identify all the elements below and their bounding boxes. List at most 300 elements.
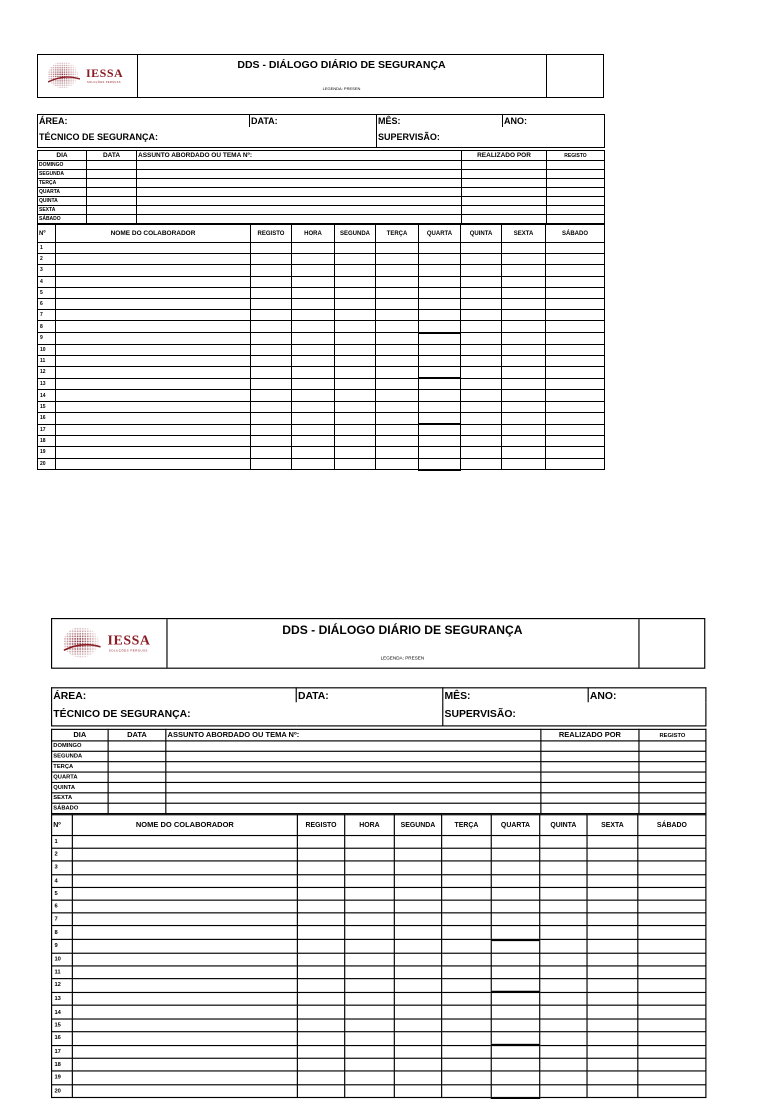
day-entry-cell[interactable] bbox=[547, 179, 605, 188]
collaborator-entry-cell[interactable] bbox=[292, 344, 335, 355]
day-entry-cell[interactable] bbox=[166, 741, 541, 751]
collaborator-entry-cell[interactable] bbox=[491, 836, 539, 849]
collaborator-entry-cell[interactable] bbox=[419, 333, 461, 345]
collaborator-entry-cell[interactable] bbox=[442, 1071, 492, 1084]
collaborator-entry-cell[interactable] bbox=[491, 1019, 539, 1032]
collaborator-entry-cell[interactable] bbox=[419, 310, 461, 321]
collaborator-entry-cell[interactable] bbox=[461, 378, 502, 390]
collaborator-entry-cell[interactable] bbox=[394, 1006, 441, 1019]
day-entry-cell[interactable] bbox=[639, 741, 706, 751]
collaborator-entry-cell[interactable] bbox=[335, 412, 376, 424]
collaborator-entry-cell[interactable] bbox=[491, 992, 539, 1005]
collaborator-entry-cell[interactable] bbox=[251, 276, 292, 287]
collaborator-entry-cell[interactable] bbox=[56, 265, 251, 276]
collaborator-entry-cell[interactable] bbox=[335, 310, 376, 321]
day-entry-cell[interactable] bbox=[108, 793, 166, 803]
collaborator-entry-cell[interactable] bbox=[540, 1045, 587, 1058]
technician-field[interactable]: TÉCNICO DE SEGURANÇA: bbox=[38, 127, 377, 148]
collaborator-entry-cell[interactable] bbox=[376, 344, 419, 355]
collaborator-entry-cell[interactable] bbox=[461, 367, 502, 379]
collaborator-entry-cell[interactable] bbox=[540, 953, 587, 966]
collaborator-entry-cell[interactable] bbox=[638, 913, 706, 926]
collaborator-entry-cell[interactable] bbox=[491, 874, 539, 887]
collaborator-entry-cell[interactable] bbox=[546, 424, 605, 436]
collaborator-entry-cell[interactable] bbox=[335, 265, 376, 276]
day-entry-cell[interactable] bbox=[541, 782, 639, 792]
collaborator-entry-cell[interactable] bbox=[442, 861, 492, 874]
collaborator-entry-cell[interactable] bbox=[345, 848, 395, 861]
collaborator-entry-cell[interactable] bbox=[251, 436, 292, 447]
collaborator-entry-cell[interactable] bbox=[442, 887, 492, 900]
collaborator-entry-cell[interactable] bbox=[546, 243, 605, 254]
collaborator-entry-cell[interactable] bbox=[419, 298, 461, 309]
collaborator-entry-cell[interactable] bbox=[292, 355, 335, 366]
collaborator-entry-cell[interactable] bbox=[587, 992, 638, 1005]
collaborator-entry-cell[interactable] bbox=[587, 1019, 638, 1032]
collaborator-entry-cell[interactable] bbox=[335, 344, 376, 355]
collaborator-entry-cell[interactable] bbox=[540, 926, 587, 939]
day-entry-cell[interactable] bbox=[137, 170, 462, 179]
collaborator-entry-cell[interactable] bbox=[546, 401, 605, 412]
collaborator-entry-cell[interactable] bbox=[442, 913, 492, 926]
collaborator-entry-cell[interactable] bbox=[376, 424, 419, 436]
collaborator-entry-cell[interactable] bbox=[502, 321, 546, 333]
collaborator-entry-cell[interactable] bbox=[587, 861, 638, 874]
collaborator-entry-cell[interactable] bbox=[638, 1045, 706, 1058]
collaborator-entry-cell[interactable] bbox=[540, 966, 587, 979]
collaborator-entry-cell[interactable] bbox=[251, 243, 292, 254]
collaborator-entry-cell[interactable] bbox=[540, 992, 587, 1005]
collaborator-entry-cell[interactable] bbox=[502, 412, 546, 424]
collaborator-entry-cell[interactable] bbox=[502, 355, 546, 366]
collaborator-entry-cell[interactable] bbox=[502, 298, 546, 309]
collaborator-entry-cell[interactable] bbox=[419, 243, 461, 254]
collaborator-entry-cell[interactable] bbox=[297, 953, 344, 966]
day-entry-cell[interactable] bbox=[108, 762, 166, 772]
collaborator-entry-cell[interactable] bbox=[292, 378, 335, 390]
collaborator-entry-cell[interactable] bbox=[251, 367, 292, 379]
collaborator-entry-cell[interactable] bbox=[546, 333, 605, 345]
collaborator-entry-cell[interactable] bbox=[376, 298, 419, 309]
collaborator-entry-cell[interactable] bbox=[56, 458, 251, 470]
collaborator-entry-cell[interactable] bbox=[292, 458, 335, 470]
collaborator-entry-cell[interactable] bbox=[540, 1006, 587, 1019]
collaborator-entry-cell[interactable] bbox=[546, 436, 605, 447]
collaborator-entry-cell[interactable] bbox=[297, 1058, 344, 1071]
collaborator-entry-cell[interactable] bbox=[72, 1006, 297, 1019]
collaborator-entry-cell[interactable] bbox=[419, 344, 461, 355]
collaborator-entry-cell[interactable] bbox=[442, 836, 492, 849]
collaborator-entry-cell[interactable] bbox=[502, 447, 546, 458]
collaborator-entry-cell[interactable] bbox=[335, 321, 376, 333]
collaborator-entry-cell[interactable] bbox=[376, 367, 419, 379]
collaborator-entry-cell[interactable] bbox=[491, 1058, 539, 1071]
collaborator-entry-cell[interactable] bbox=[461, 298, 502, 309]
collaborator-entry-cell[interactable] bbox=[72, 1045, 297, 1058]
collaborator-entry-cell[interactable] bbox=[638, 887, 706, 900]
collaborator-entry-cell[interactable] bbox=[345, 1045, 395, 1058]
collaborator-entry-cell[interactable] bbox=[491, 979, 539, 992]
day-entry-cell[interactable] bbox=[87, 179, 137, 188]
collaborator-entry-cell[interactable] bbox=[335, 298, 376, 309]
collaborator-entry-cell[interactable] bbox=[376, 310, 419, 321]
collaborator-entry-cell[interactable] bbox=[72, 900, 297, 913]
month-field[interactable]: MÊS: bbox=[443, 688, 588, 702]
collaborator-entry-cell[interactable] bbox=[394, 887, 441, 900]
collaborator-entry-cell[interactable] bbox=[502, 287, 546, 298]
day-entry-cell[interactable] bbox=[108, 772, 166, 782]
collaborator-entry-cell[interactable] bbox=[419, 390, 461, 401]
collaborator-entry-cell[interactable] bbox=[587, 1071, 638, 1084]
collaborator-entry-cell[interactable] bbox=[56, 424, 251, 436]
collaborator-entry-cell[interactable] bbox=[419, 412, 461, 424]
collaborator-entry-cell[interactable] bbox=[546, 265, 605, 276]
collaborator-entry-cell[interactable] bbox=[376, 333, 419, 345]
collaborator-entry-cell[interactable] bbox=[502, 424, 546, 436]
day-entry-cell[interactable] bbox=[137, 179, 462, 188]
collaborator-entry-cell[interactable] bbox=[546, 310, 605, 321]
collaborator-entry-cell[interactable] bbox=[419, 447, 461, 458]
day-entry-cell[interactable] bbox=[462, 170, 547, 179]
day-entry-cell[interactable] bbox=[639, 803, 706, 813]
collaborator-entry-cell[interactable] bbox=[56, 355, 251, 366]
collaborator-entry-cell[interactable] bbox=[376, 355, 419, 366]
collaborator-entry-cell[interactable] bbox=[491, 1084, 539, 1097]
collaborator-entry-cell[interactable] bbox=[419, 287, 461, 298]
collaborator-entry-cell[interactable] bbox=[56, 401, 251, 412]
collaborator-entry-cell[interactable] bbox=[394, 874, 441, 887]
collaborator-entry-cell[interactable] bbox=[442, 966, 492, 979]
collaborator-entry-cell[interactable] bbox=[376, 390, 419, 401]
day-entry-cell[interactable] bbox=[166, 751, 541, 761]
collaborator-entry-cell[interactable] bbox=[540, 900, 587, 913]
collaborator-entry-cell[interactable] bbox=[345, 900, 395, 913]
day-entry-cell[interactable] bbox=[87, 188, 137, 197]
collaborator-entry-cell[interactable] bbox=[72, 848, 297, 861]
collaborator-entry-cell[interactable] bbox=[376, 265, 419, 276]
day-entry-cell[interactable] bbox=[462, 197, 547, 206]
collaborator-entry-cell[interactable] bbox=[502, 436, 546, 447]
collaborator-entry-cell[interactable] bbox=[587, 887, 638, 900]
collaborator-entry-cell[interactable] bbox=[292, 276, 335, 287]
collaborator-entry-cell[interactable] bbox=[461, 412, 502, 424]
collaborator-entry-cell[interactable] bbox=[297, 992, 344, 1005]
collaborator-entry-cell[interactable] bbox=[442, 926, 492, 939]
collaborator-entry-cell[interactable] bbox=[292, 436, 335, 447]
collaborator-entry-cell[interactable] bbox=[394, 1071, 441, 1084]
collaborator-entry-cell[interactable] bbox=[587, 979, 638, 992]
collaborator-entry-cell[interactable] bbox=[72, 874, 297, 887]
collaborator-entry-cell[interactable] bbox=[461, 243, 502, 254]
collaborator-entry-cell[interactable] bbox=[297, 966, 344, 979]
collaborator-entry-cell[interactable] bbox=[345, 887, 395, 900]
collaborator-entry-cell[interactable] bbox=[394, 1019, 441, 1032]
collaborator-entry-cell[interactable] bbox=[72, 926, 297, 939]
collaborator-entry-cell[interactable] bbox=[376, 458, 419, 470]
day-entry-cell[interactable] bbox=[137, 188, 462, 197]
month-field[interactable]: MÊS: bbox=[377, 115, 503, 128]
day-entry-cell[interactable] bbox=[639, 751, 706, 761]
collaborator-entry-cell[interactable] bbox=[546, 276, 605, 287]
collaborator-entry-cell[interactable] bbox=[546, 390, 605, 401]
collaborator-entry-cell[interactable] bbox=[72, 913, 297, 926]
collaborator-entry-cell[interactable] bbox=[345, 1058, 395, 1071]
collaborator-entry-cell[interactable] bbox=[72, 1084, 297, 1097]
day-entry-cell[interactable] bbox=[541, 803, 639, 813]
collaborator-entry-cell[interactable] bbox=[345, 939, 395, 952]
collaborator-entry-cell[interactable] bbox=[419, 367, 461, 379]
collaborator-entry-cell[interactable] bbox=[292, 401, 335, 412]
collaborator-entry-cell[interactable] bbox=[394, 848, 441, 861]
collaborator-entry-cell[interactable] bbox=[502, 378, 546, 390]
collaborator-entry-cell[interactable] bbox=[394, 1058, 441, 1071]
collaborator-entry-cell[interactable] bbox=[297, 836, 344, 849]
collaborator-entry-cell[interactable] bbox=[292, 424, 335, 436]
collaborator-entry-cell[interactable] bbox=[587, 926, 638, 939]
collaborator-entry-cell[interactable] bbox=[251, 321, 292, 333]
collaborator-entry-cell[interactable] bbox=[502, 276, 546, 287]
day-entry-cell[interactable] bbox=[137, 161, 462, 170]
collaborator-entry-cell[interactable] bbox=[56, 367, 251, 379]
collaborator-entry-cell[interactable] bbox=[394, 1045, 441, 1058]
collaborator-entry-cell[interactable] bbox=[292, 287, 335, 298]
day-entry-cell[interactable] bbox=[87, 197, 137, 206]
collaborator-entry-cell[interactable] bbox=[394, 1084, 441, 1097]
collaborator-entry-cell[interactable] bbox=[540, 913, 587, 926]
collaborator-entry-cell[interactable] bbox=[376, 254, 419, 265]
collaborator-entry-cell[interactable] bbox=[540, 874, 587, 887]
collaborator-entry-cell[interactable] bbox=[638, 1071, 706, 1084]
day-entry-cell[interactable] bbox=[108, 803, 166, 813]
collaborator-entry-cell[interactable] bbox=[442, 874, 492, 887]
collaborator-entry-cell[interactable] bbox=[72, 861, 297, 874]
collaborator-entry-cell[interactable] bbox=[546, 447, 605, 458]
collaborator-entry-cell[interactable] bbox=[251, 447, 292, 458]
collaborator-entry-cell[interactable] bbox=[638, 1031, 706, 1044]
collaborator-entry-cell[interactable] bbox=[540, 1019, 587, 1032]
collaborator-entry-cell[interactable] bbox=[540, 887, 587, 900]
collaborator-entry-cell[interactable] bbox=[638, 939, 706, 952]
collaborator-entry-cell[interactable] bbox=[56, 254, 251, 265]
collaborator-entry-cell[interactable] bbox=[56, 243, 251, 254]
collaborator-entry-cell[interactable] bbox=[251, 412, 292, 424]
collaborator-entry-cell[interactable] bbox=[394, 1031, 441, 1044]
collaborator-entry-cell[interactable] bbox=[297, 1019, 344, 1032]
collaborator-entry-cell[interactable] bbox=[419, 254, 461, 265]
collaborator-entry-cell[interactable] bbox=[56, 333, 251, 345]
collaborator-entry-cell[interactable] bbox=[491, 953, 539, 966]
collaborator-entry-cell[interactable] bbox=[335, 276, 376, 287]
collaborator-entry-cell[interactable] bbox=[638, 979, 706, 992]
collaborator-entry-cell[interactable] bbox=[546, 355, 605, 366]
collaborator-entry-cell[interactable] bbox=[442, 1084, 492, 1097]
collaborator-entry-cell[interactable] bbox=[491, 966, 539, 979]
collaborator-entry-cell[interactable] bbox=[502, 254, 546, 265]
collaborator-entry-cell[interactable] bbox=[587, 953, 638, 966]
collaborator-entry-cell[interactable] bbox=[502, 265, 546, 276]
day-entry-cell[interactable] bbox=[87, 170, 137, 179]
collaborator-entry-cell[interactable] bbox=[292, 298, 335, 309]
collaborator-entry-cell[interactable] bbox=[502, 367, 546, 379]
collaborator-entry-cell[interactable] bbox=[419, 458, 461, 470]
collaborator-entry-cell[interactable] bbox=[297, 1006, 344, 1019]
day-entry-cell[interactable] bbox=[166, 793, 541, 803]
collaborator-entry-cell[interactable] bbox=[297, 1031, 344, 1044]
collaborator-entry-cell[interactable] bbox=[297, 900, 344, 913]
collaborator-entry-cell[interactable] bbox=[461, 355, 502, 366]
collaborator-entry-cell[interactable] bbox=[72, 1058, 297, 1071]
collaborator-entry-cell[interactable] bbox=[546, 321, 605, 333]
day-entry-cell[interactable] bbox=[547, 188, 605, 197]
day-entry-cell[interactable] bbox=[639, 793, 706, 803]
day-entry-cell[interactable] bbox=[87, 161, 137, 170]
collaborator-entry-cell[interactable] bbox=[540, 1084, 587, 1097]
collaborator-entry-cell[interactable] bbox=[461, 447, 502, 458]
collaborator-entry-cell[interactable] bbox=[335, 390, 376, 401]
collaborator-entry-cell[interactable] bbox=[251, 401, 292, 412]
collaborator-entry-cell[interactable] bbox=[56, 378, 251, 390]
day-entry-cell[interactable] bbox=[541, 751, 639, 761]
collaborator-entry-cell[interactable] bbox=[638, 874, 706, 887]
collaborator-entry-cell[interactable] bbox=[540, 979, 587, 992]
collaborator-entry-cell[interactable] bbox=[297, 874, 344, 887]
collaborator-entry-cell[interactable] bbox=[461, 265, 502, 276]
collaborator-entry-cell[interactable] bbox=[419, 321, 461, 333]
collaborator-entry-cell[interactable] bbox=[335, 436, 376, 447]
collaborator-entry-cell[interactable] bbox=[297, 1071, 344, 1084]
collaborator-entry-cell[interactable] bbox=[394, 979, 441, 992]
collaborator-entry-cell[interactable] bbox=[394, 926, 441, 939]
day-entry-cell[interactable] bbox=[547, 161, 605, 170]
collaborator-entry-cell[interactable] bbox=[442, 979, 492, 992]
day-entry-cell[interactable] bbox=[547, 215, 605, 224]
collaborator-entry-cell[interactable] bbox=[335, 447, 376, 458]
collaborator-entry-cell[interactable] bbox=[461, 344, 502, 355]
collaborator-entry-cell[interactable] bbox=[56, 287, 251, 298]
collaborator-entry-cell[interactable] bbox=[394, 966, 441, 979]
collaborator-entry-cell[interactable] bbox=[251, 254, 292, 265]
collaborator-entry-cell[interactable] bbox=[419, 378, 461, 390]
day-entry-cell[interactable] bbox=[639, 782, 706, 792]
collaborator-entry-cell[interactable] bbox=[461, 436, 502, 447]
day-entry-cell[interactable] bbox=[547, 206, 605, 215]
collaborator-entry-cell[interactable] bbox=[461, 276, 502, 287]
collaborator-entry-cell[interactable] bbox=[442, 992, 492, 1005]
collaborator-entry-cell[interactable] bbox=[502, 390, 546, 401]
collaborator-entry-cell[interactable] bbox=[638, 900, 706, 913]
collaborator-entry-cell[interactable] bbox=[297, 861, 344, 874]
collaborator-entry-cell[interactable] bbox=[251, 265, 292, 276]
collaborator-entry-cell[interactable] bbox=[345, 836, 395, 849]
collaborator-entry-cell[interactable] bbox=[297, 913, 344, 926]
day-entry-cell[interactable] bbox=[547, 197, 605, 206]
collaborator-entry-cell[interactable] bbox=[442, 1019, 492, 1032]
collaborator-entry-cell[interactable] bbox=[376, 243, 419, 254]
day-entry-cell[interactable] bbox=[87, 215, 137, 224]
day-entry-cell[interactable] bbox=[541, 762, 639, 772]
collaborator-entry-cell[interactable] bbox=[587, 913, 638, 926]
collaborator-entry-cell[interactable] bbox=[419, 436, 461, 447]
collaborator-entry-cell[interactable] bbox=[376, 276, 419, 287]
collaborator-entry-cell[interactable] bbox=[491, 887, 539, 900]
collaborator-entry-cell[interactable] bbox=[251, 424, 292, 436]
day-entry-cell[interactable] bbox=[547, 170, 605, 179]
day-entry-cell[interactable] bbox=[541, 772, 639, 782]
collaborator-entry-cell[interactable] bbox=[587, 848, 638, 861]
collaborator-entry-cell[interactable] bbox=[297, 1084, 344, 1097]
collaborator-entry-cell[interactable] bbox=[419, 265, 461, 276]
collaborator-entry-cell[interactable] bbox=[292, 243, 335, 254]
day-entry-cell[interactable] bbox=[137, 206, 462, 215]
collaborator-entry-cell[interactable] bbox=[297, 887, 344, 900]
day-entry-cell[interactable] bbox=[639, 772, 706, 782]
day-entry-cell[interactable] bbox=[541, 741, 639, 751]
collaborator-entry-cell[interactable] bbox=[394, 861, 441, 874]
collaborator-entry-cell[interactable] bbox=[587, 939, 638, 952]
collaborator-entry-cell[interactable] bbox=[638, 836, 706, 849]
day-entry-cell[interactable] bbox=[639, 762, 706, 772]
collaborator-entry-cell[interactable] bbox=[419, 401, 461, 412]
day-entry-cell[interactable] bbox=[166, 762, 541, 772]
day-entry-cell[interactable] bbox=[541, 793, 639, 803]
collaborator-entry-cell[interactable] bbox=[72, 836, 297, 849]
day-entry-cell[interactable] bbox=[87, 206, 137, 215]
collaborator-entry-cell[interactable] bbox=[546, 458, 605, 470]
collaborator-entry-cell[interactable] bbox=[297, 939, 344, 952]
collaborator-entry-cell[interactable] bbox=[546, 378, 605, 390]
collaborator-entry-cell[interactable] bbox=[292, 447, 335, 458]
collaborator-entry-cell[interactable] bbox=[297, 848, 344, 861]
collaborator-entry-cell[interactable] bbox=[638, 861, 706, 874]
collaborator-entry-cell[interactable] bbox=[72, 1019, 297, 1032]
supervision-field[interactable]: SUPERVISÃO: bbox=[377, 127, 605, 148]
collaborator-entry-cell[interactable] bbox=[345, 913, 395, 926]
collaborator-entry-cell[interactable] bbox=[345, 1006, 395, 1019]
collaborator-entry-cell[interactable] bbox=[345, 992, 395, 1005]
day-entry-cell[interactable] bbox=[166, 803, 541, 813]
collaborator-entry-cell[interactable] bbox=[335, 367, 376, 379]
collaborator-entry-cell[interactable] bbox=[540, 1031, 587, 1044]
collaborator-entry-cell[interactable] bbox=[56, 447, 251, 458]
collaborator-entry-cell[interactable] bbox=[292, 333, 335, 345]
collaborator-entry-cell[interactable] bbox=[56, 321, 251, 333]
collaborator-entry-cell[interactable] bbox=[72, 1031, 297, 1044]
collaborator-entry-cell[interactable] bbox=[251, 333, 292, 345]
area-field[interactable]: ÁREA: bbox=[52, 688, 297, 702]
collaborator-entry-cell[interactable] bbox=[587, 836, 638, 849]
collaborator-entry-cell[interactable] bbox=[345, 979, 395, 992]
year-field[interactable]: ANO: bbox=[503, 115, 605, 128]
collaborator-entry-cell[interactable] bbox=[251, 287, 292, 298]
collaborator-entry-cell[interactable] bbox=[540, 836, 587, 849]
collaborator-entry-cell[interactable] bbox=[376, 412, 419, 424]
collaborator-entry-cell[interactable] bbox=[442, 953, 492, 966]
collaborator-entry-cell[interactable] bbox=[461, 458, 502, 470]
collaborator-entry-cell[interactable] bbox=[335, 458, 376, 470]
collaborator-entry-cell[interactable] bbox=[442, 848, 492, 861]
collaborator-entry-cell[interactable] bbox=[376, 401, 419, 412]
collaborator-entry-cell[interactable] bbox=[491, 900, 539, 913]
collaborator-entry-cell[interactable] bbox=[56, 436, 251, 447]
collaborator-entry-cell[interactable] bbox=[345, 1019, 395, 1032]
collaborator-entry-cell[interactable] bbox=[292, 265, 335, 276]
collaborator-entry-cell[interactable] bbox=[394, 836, 441, 849]
collaborator-entry-cell[interactable] bbox=[376, 287, 419, 298]
collaborator-entry-cell[interactable] bbox=[297, 1045, 344, 1058]
collaborator-entry-cell[interactable] bbox=[546, 254, 605, 265]
collaborator-entry-cell[interactable] bbox=[376, 436, 419, 447]
collaborator-entry-cell[interactable] bbox=[251, 390, 292, 401]
